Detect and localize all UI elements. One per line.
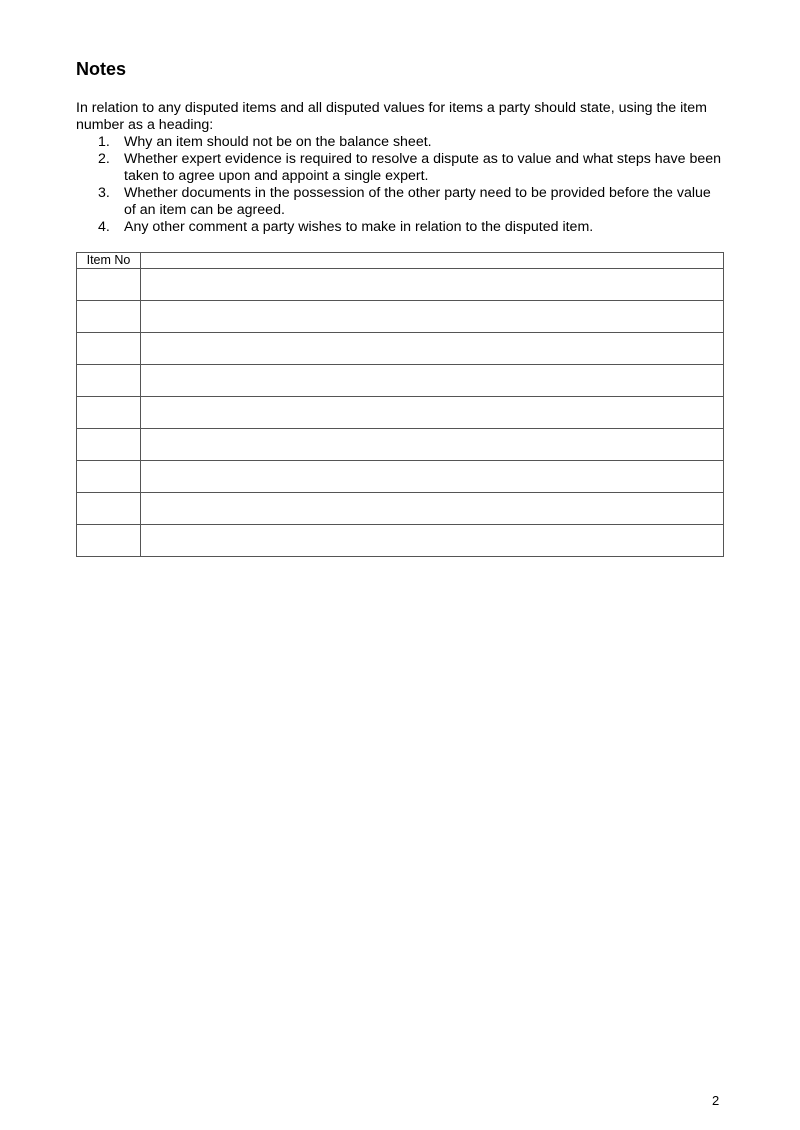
table-row [77,397,724,429]
list-item-number: 4. [98,219,110,235]
list-item-text: Whether documents in the possession of the other party need to be provided before the value of an item can be agreed. [124,185,711,218]
comment-cell[interactable] [141,397,724,429]
list-item-number: 2. [98,151,110,167]
table-row [77,525,724,557]
list-item [76,151,726,185]
intro-paragraph: In relation to any disputed items and all disputed values for items a party should state, using the item number as a heading: [76,100,707,133]
page-number: 2 [712,1093,720,1108]
comment-cell[interactable] [141,461,724,493]
disputed-items-table [76,252,724,557]
item-no-cell[interactable] [77,525,141,557]
comment-cell[interactable] [141,301,724,333]
table-row [77,301,724,333]
item-no-cell[interactable] [77,429,141,461]
item-no-cell[interactable] [77,269,141,301]
list-item [76,185,726,219]
list-item [76,134,726,151]
comment-cell[interactable] [141,493,724,525]
list-item-number: 1. [98,134,110,150]
list-item-text: Why an item should not be on the balance sheet. [124,134,432,150]
list-item [76,219,726,236]
item-no-cell[interactable] [77,461,141,493]
table-header-row [77,253,724,269]
table-row [77,429,724,461]
notes-list [76,134,726,236]
item-no-cell[interactable] [77,493,141,525]
item-no-header: Item No [77,253,141,269]
list-item-text: Whether expert evidence is required to resolve a dispute as to value and what steps have been taken to agree upon and appoint a single expert. [124,151,722,184]
table-row [77,269,724,301]
list-item-number: 3. [98,185,110,201]
item-no-cell[interactable] [77,365,141,397]
comment-cell[interactable] [141,525,724,557]
table-row [77,365,724,397]
comment-cell[interactable] [141,333,724,365]
comment-cell[interactable] [141,429,724,461]
table-row [77,493,724,525]
item-no-cell[interactable] [77,301,141,333]
comment-cell[interactable] [141,269,724,301]
comment-cell[interactable] [141,365,724,397]
page-title: Notes [76,59,127,79]
comment-header [141,253,724,269]
list-item-text: Any other comment a party wishes to make in relation to the disputed item. [124,219,594,235]
table-row [77,461,724,493]
item-no-cell[interactable] [77,333,141,365]
item-no-cell[interactable] [77,397,141,429]
table-row [77,333,724,365]
